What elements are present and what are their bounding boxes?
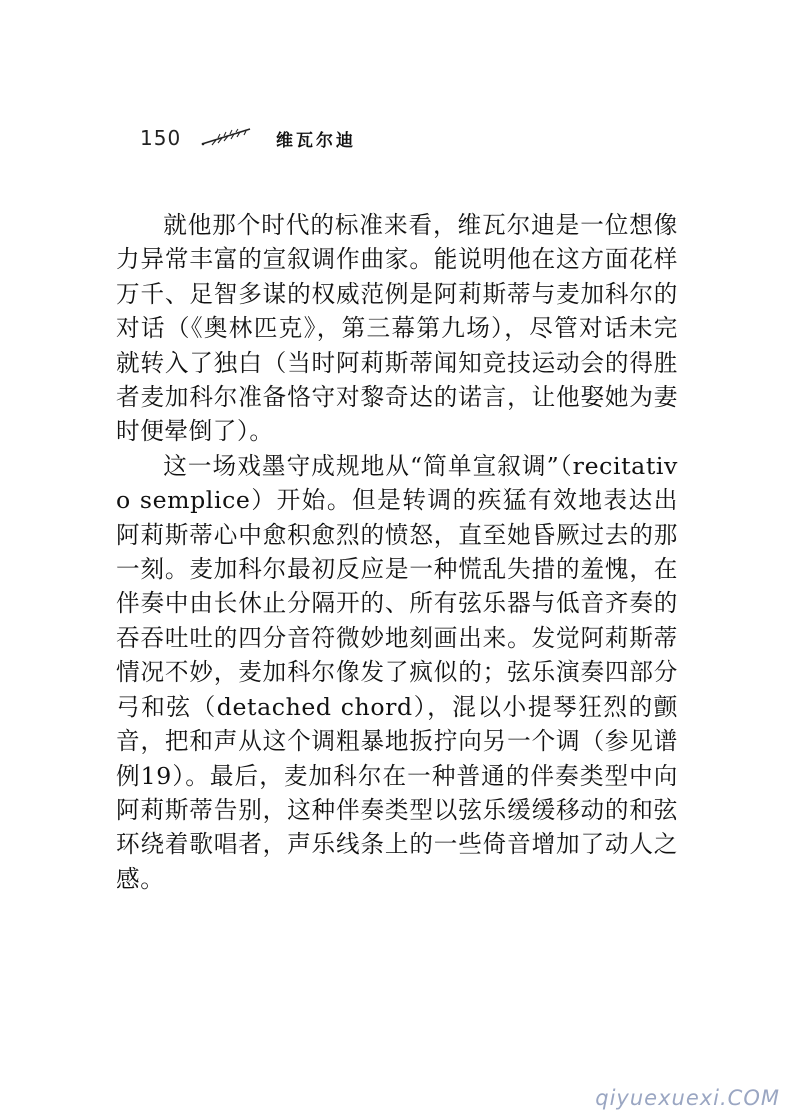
quill-pen-icon xyxy=(200,126,254,148)
paragraph-1: 就他那个时代的标准来看，维瓦尔迪是一位想像力异常丰富的宣叙调作曲家。能说明他在这方面花样万千、足智多谋的权威范例是阿莉斯蒂与麦加科尔的对话（《奥林匹克》，第三幕第九场），尽管对话未完就转入了独白（当时阿莉斯蒂闻知竞技运动会的得胜者麦加科尔准备恪守对黎奇达的诺言，让他娶她为妻时便晕倒了）。 xyxy=(116,211,678,446)
running-head: 维瓦尔迪 xyxy=(276,131,356,151)
site-watermark: qiyuexuexi.COM xyxy=(595,1086,780,1110)
body-text xyxy=(116,208,678,896)
page-number: 150 xyxy=(140,126,182,150)
paragraph-2: 这一场戏墨守成规地从“简单宣叙调”（recitativo semplice）开始。但是转调的疾猛有效地表达出阿莉斯蒂心中愈积愈烈的愤怒，直至她昏厥过去的那一刻。麦加科尔最初反应是一种慌乱失措的羞愧，在伴奏中由长休止分隔开的、所有弦乐器与低音齐奏的吞吞吐吐的四分音符微妙地刻画出来。发觉阿莉斯蒂情况不妙，麦加科尔像发了疯似的；弦乐演奏四部分弓和弦（detached chord），混以小提琴狂烈的颤音，把和声从这个调粗暴地扳拧向另一个调（参见谱例19）。最后，麦加科尔在一种普通的伴奏类型中向阿莉斯蒂告别，这种伴奏类型以弦乐缓缓移动的和弦环绕着歌唱者，声乐线条上的一些倚音增加了动人之感。 xyxy=(116,451,678,893)
page-header xyxy=(140,124,560,154)
